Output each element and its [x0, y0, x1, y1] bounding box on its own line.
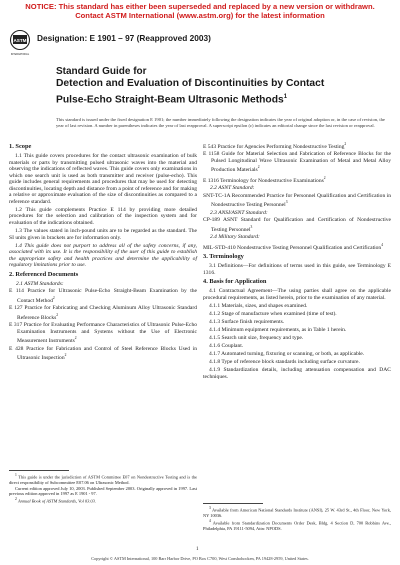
footnote-1-text: This guide is under the jurisdiction of ASTM Committee E07 on Nondestructive Testing and is the direct responsibility of Subcommittee E07.06 on Ultrasonic Method. — [9, 474, 197, 485]
reference-cp-189-text: CP-189 ASNT Standard for Qualification and Certification of Nondestructive Testing Personnel — [203, 217, 391, 233]
footnote-1-mark: 1 — [15, 473, 17, 477]
footnote-2 — [9, 497, 197, 504]
reference-e114 — [9, 288, 197, 304]
supersession-notice — [0, 2, 400, 20]
footnote-divider-right — [203, 503, 263, 504]
para-4-1-4: 4.1.4 Minimum equipment requirements, as in Table 1 herein. — [209, 327, 347, 333]
reference-cp-189 — [203, 217, 391, 233]
reference-e543-text: E 543 Practice for Agencies Performing Nondestructive Testing — [203, 143, 345, 150]
para-1-1: 1.1 This guide covers procedures for the contact ultrasonic examination of bulk materials or parts by transmitting pulsed ultrasonic waves into the material and observing the indications of reflected waves. This guide covers only examinations in which one search unit is used as both transmitter and receiver (pulse-echo). This guide includes general requirements and procedures that may be used for detecting discontinuities, locating depth and distance from a point of reference and for making a relative or approximate evaluation of the size of discontinuities as compared to a reference standard. — [9, 153, 197, 205]
reference-e543-mark: 2 — [344, 142, 347, 146]
footnote-divider-left — [9, 470, 69, 471]
para-4-1-1: 4.1.1 Materials, sizes, and shapes examined. — [209, 302, 308, 309]
para-4-1-3: 4.1.3 Surface finish requirements. — [209, 318, 285, 325]
reference-e1316 — [203, 175, 391, 184]
reference-e1316-mark: 2 — [323, 175, 326, 180]
footnote-4-text: Available from Standardization Documents Order Desk, Bldg. 4 Section D, 700 Robbins Ave., Philadelphia, PA 19111-5094, Attn: NPODS. — [203, 520, 392, 531]
title-line-2: Detection and Evaluation of Discontinuities by Contact — [56, 78, 325, 89]
heading-scope: 1. Scope — [9, 143, 32, 150]
para-4-1-6: 4.1.6 Couplant. — [209, 343, 244, 350]
heading-referenced-documents: 2. Referenced Documents — [9, 270, 79, 278]
reference-e1158 — [203, 151, 391, 173]
astm-standards-subheading: 2.1 ASTM Standards: — [16, 280, 64, 287]
notice-line-1: NOTICE: This standard has either been superseded and replaced by a new version or withdrawn. — [25, 2, 375, 11]
footnote-4 — [203, 519, 391, 531]
title-line-3 — [56, 91, 386, 107]
title-line-3-text: Pulse-Echo Straight-Beam Ultrasonic Methods — [56, 93, 284, 105]
reference-e1158-mark: 2 — [257, 165, 260, 170]
para-4-1-8: 4.1.8 Type of reference block standards including surface curvature. — [209, 359, 360, 366]
reference-e114-text: E 114 Practice for Ultrasonic Pulse-Echo Straight-Beam Examination by the Contact Method — [9, 288, 197, 304]
footnote-3-text: Available from American National Standards Institute (ANSI), 25 W. 43rd St., 4th Floor, New York, NY 10036. — [203, 507, 392, 518]
heading-basis-for-application: 4. Basis for Application — [203, 278, 267, 286]
reference-e114-mark: 2 — [52, 295, 55, 300]
reference-e317-text: E 317 Practice for Evaluating Performance Characteristics of Ultrasonic Pulse-Echo Examination Instruments and Systems without the Use of Electronic Measurement Instruments — [9, 322, 197, 345]
reference-e127-text: E 127 Practice for Fabricating and Checking Aluminum Alloy Ultrasonic Standard Reference Blocks — [9, 305, 197, 321]
ansi-asnt-standard-subheading: 2.3 ANSI/ASNT Standard: — [210, 209, 268, 216]
reference-snt-tc-1a-mark: 3 — [285, 200, 288, 205]
para-1-4: 1.4 This guide does not purport to address all of the safety concerns, if any, associated with its use. It is the responsibility of the user of this guide to establish the appropriate safety and health practices and determine the applicability of regulatory limitations prior to use. — [9, 242, 197, 269]
designation: Designation: E 1901 – 97 (Reapproved 2003) — [37, 33, 211, 43]
heading-terminology: 3. Terminology — [203, 253, 244, 261]
logo-text: ASTM — [13, 38, 27, 43]
right-column — [203, 141, 391, 382]
reference-cp-189-mark: 3 — [250, 224, 253, 229]
para-4-1-5: 4.1.5 Search unit size, frequency and type. — [209, 335, 304, 342]
title-footnote-mark: 1 — [283, 93, 288, 100]
reference-mil-std-410 — [203, 242, 391, 251]
reference-snt-tc-1a — [203, 193, 391, 209]
para-4-1-2: 4.1.2 Stage of manufacture when examined (time of test). — [209, 310, 337, 317]
footnote-4-mark: 4 — [209, 518, 211, 523]
title-line-1: Standard Guide for — [56, 66, 147, 77]
reference-e127-mark: 2 — [56, 312, 59, 317]
para-3-1: 3.1 Definitions—For definitions of terms used in this guide, see Terminology E 1316. — [203, 263, 391, 276]
astm-logo-icon — [8, 29, 32, 57]
reference-e428-mark: 2 — [64, 353, 67, 358]
para-1-3: 1.3 The values stated in inch-pound units are to be regarded as the standard. The SI units given in brackets are for information only. — [9, 228, 197, 241]
reference-mil-std-410-mark: 4 — [381, 242, 383, 247]
left-column — [9, 141, 197, 363]
page-number: 1 — [196, 547, 199, 552]
footnotes-right — [203, 506, 391, 532]
footnote-3-mark: 3 — [209, 506, 211, 510]
para-4-1-9: 4.1.9 Standardization details, including attenuation compensation and DAC techniques. — [203, 367, 391, 380]
military-standard-subheading: 2.4 Military Standard: — [210, 234, 260, 241]
reference-e543 — [203, 141, 391, 150]
footnote-2-mark: 2 — [15, 497, 17, 502]
reference-e317-mark: 2 — [74, 336, 77, 341]
copyright-footer: Copyright © ASTM International, 100 Barr Harbor Drive, PO Box C700, West Conshohocken, PA 19428-2959, United States. — [91, 556, 309, 561]
reference-e428 — [9, 346, 197, 362]
footnote-1 — [9, 473, 197, 485]
reference-e1158-text: E 1158 Guide for Material Selection and Fabrication of Reference Blocks for the Pulsed Longitudinal Wave Ultrasonic Examination of Metal and Metal Alloy Production Materials — [203, 151, 391, 174]
footnote-2-text: Annual Book of ASTM Standards, Vol 03.03. — [17, 498, 96, 504]
reference-e1316-text: E 1316 Terminology for Nondestructive Examinations — [203, 177, 324, 184]
reference-snt-tc-1a-text: SNT-TC-1A Recommended Practice for Personnel Qualification and Certification in Nondestructive Testing Personnel — [203, 192, 391, 209]
para-1-2: 1.2 This guide complements Practice E 114 by providing more detailed procedures for the selection and calibration of the inspection system and for evaluation of the indications obtained. — [9, 206, 197, 226]
footnote-3 — [203, 506, 391, 518]
reference-e317 — [9, 322, 197, 344]
footnote-1-approval: Current edition approved July 10, 2003. Published September 2003. Originally approved in 1997. Last previous edition approved in 1997 as E 1901 - 97. — [9, 485, 197, 497]
asnt-standard-subheading: 2.2 ASNT Standard: — [210, 185, 255, 192]
document-title — [56, 66, 386, 106]
footnotes-left — [9, 473, 197, 505]
logo-subtext: INTERNATIONAL — [10, 54, 30, 56]
issuance-note: This standard is issued under the fixed designation E 1901; the number immediately following the designation indicates the year of original adoption or, in the case of revision, the year of last revision. A number in parentheses indicates the year of last reapproval. A superscript epsilon (ε) indicates an editorial change since the last revision or reapproval. — [56, 117, 385, 128]
para-4-1: 4.1 Contractual Agreement—The using parties shall agree on the applicable procedural requirements, as listed herein, prior to the examination of any material. — [203, 288, 391, 301]
reference-e428-text: E 428 Practice for Fabrication and Control of Steel Reference Blocks Used in Ultrasonic Inspection — [9, 345, 197, 362]
reference-mil-std-410-text: MIL-STD-410 Nondestructive Testing Personnel Qualification and Certification — [203, 244, 382, 251]
reference-e127 — [9, 305, 197, 321]
notice-line-2: Contact ASTM International (www.astm.org) for the latest information — [75, 11, 325, 20]
para-4-1-7: 4.1.7 Automated turning, fixturing or scanning, or both, as applicable. — [209, 351, 365, 358]
